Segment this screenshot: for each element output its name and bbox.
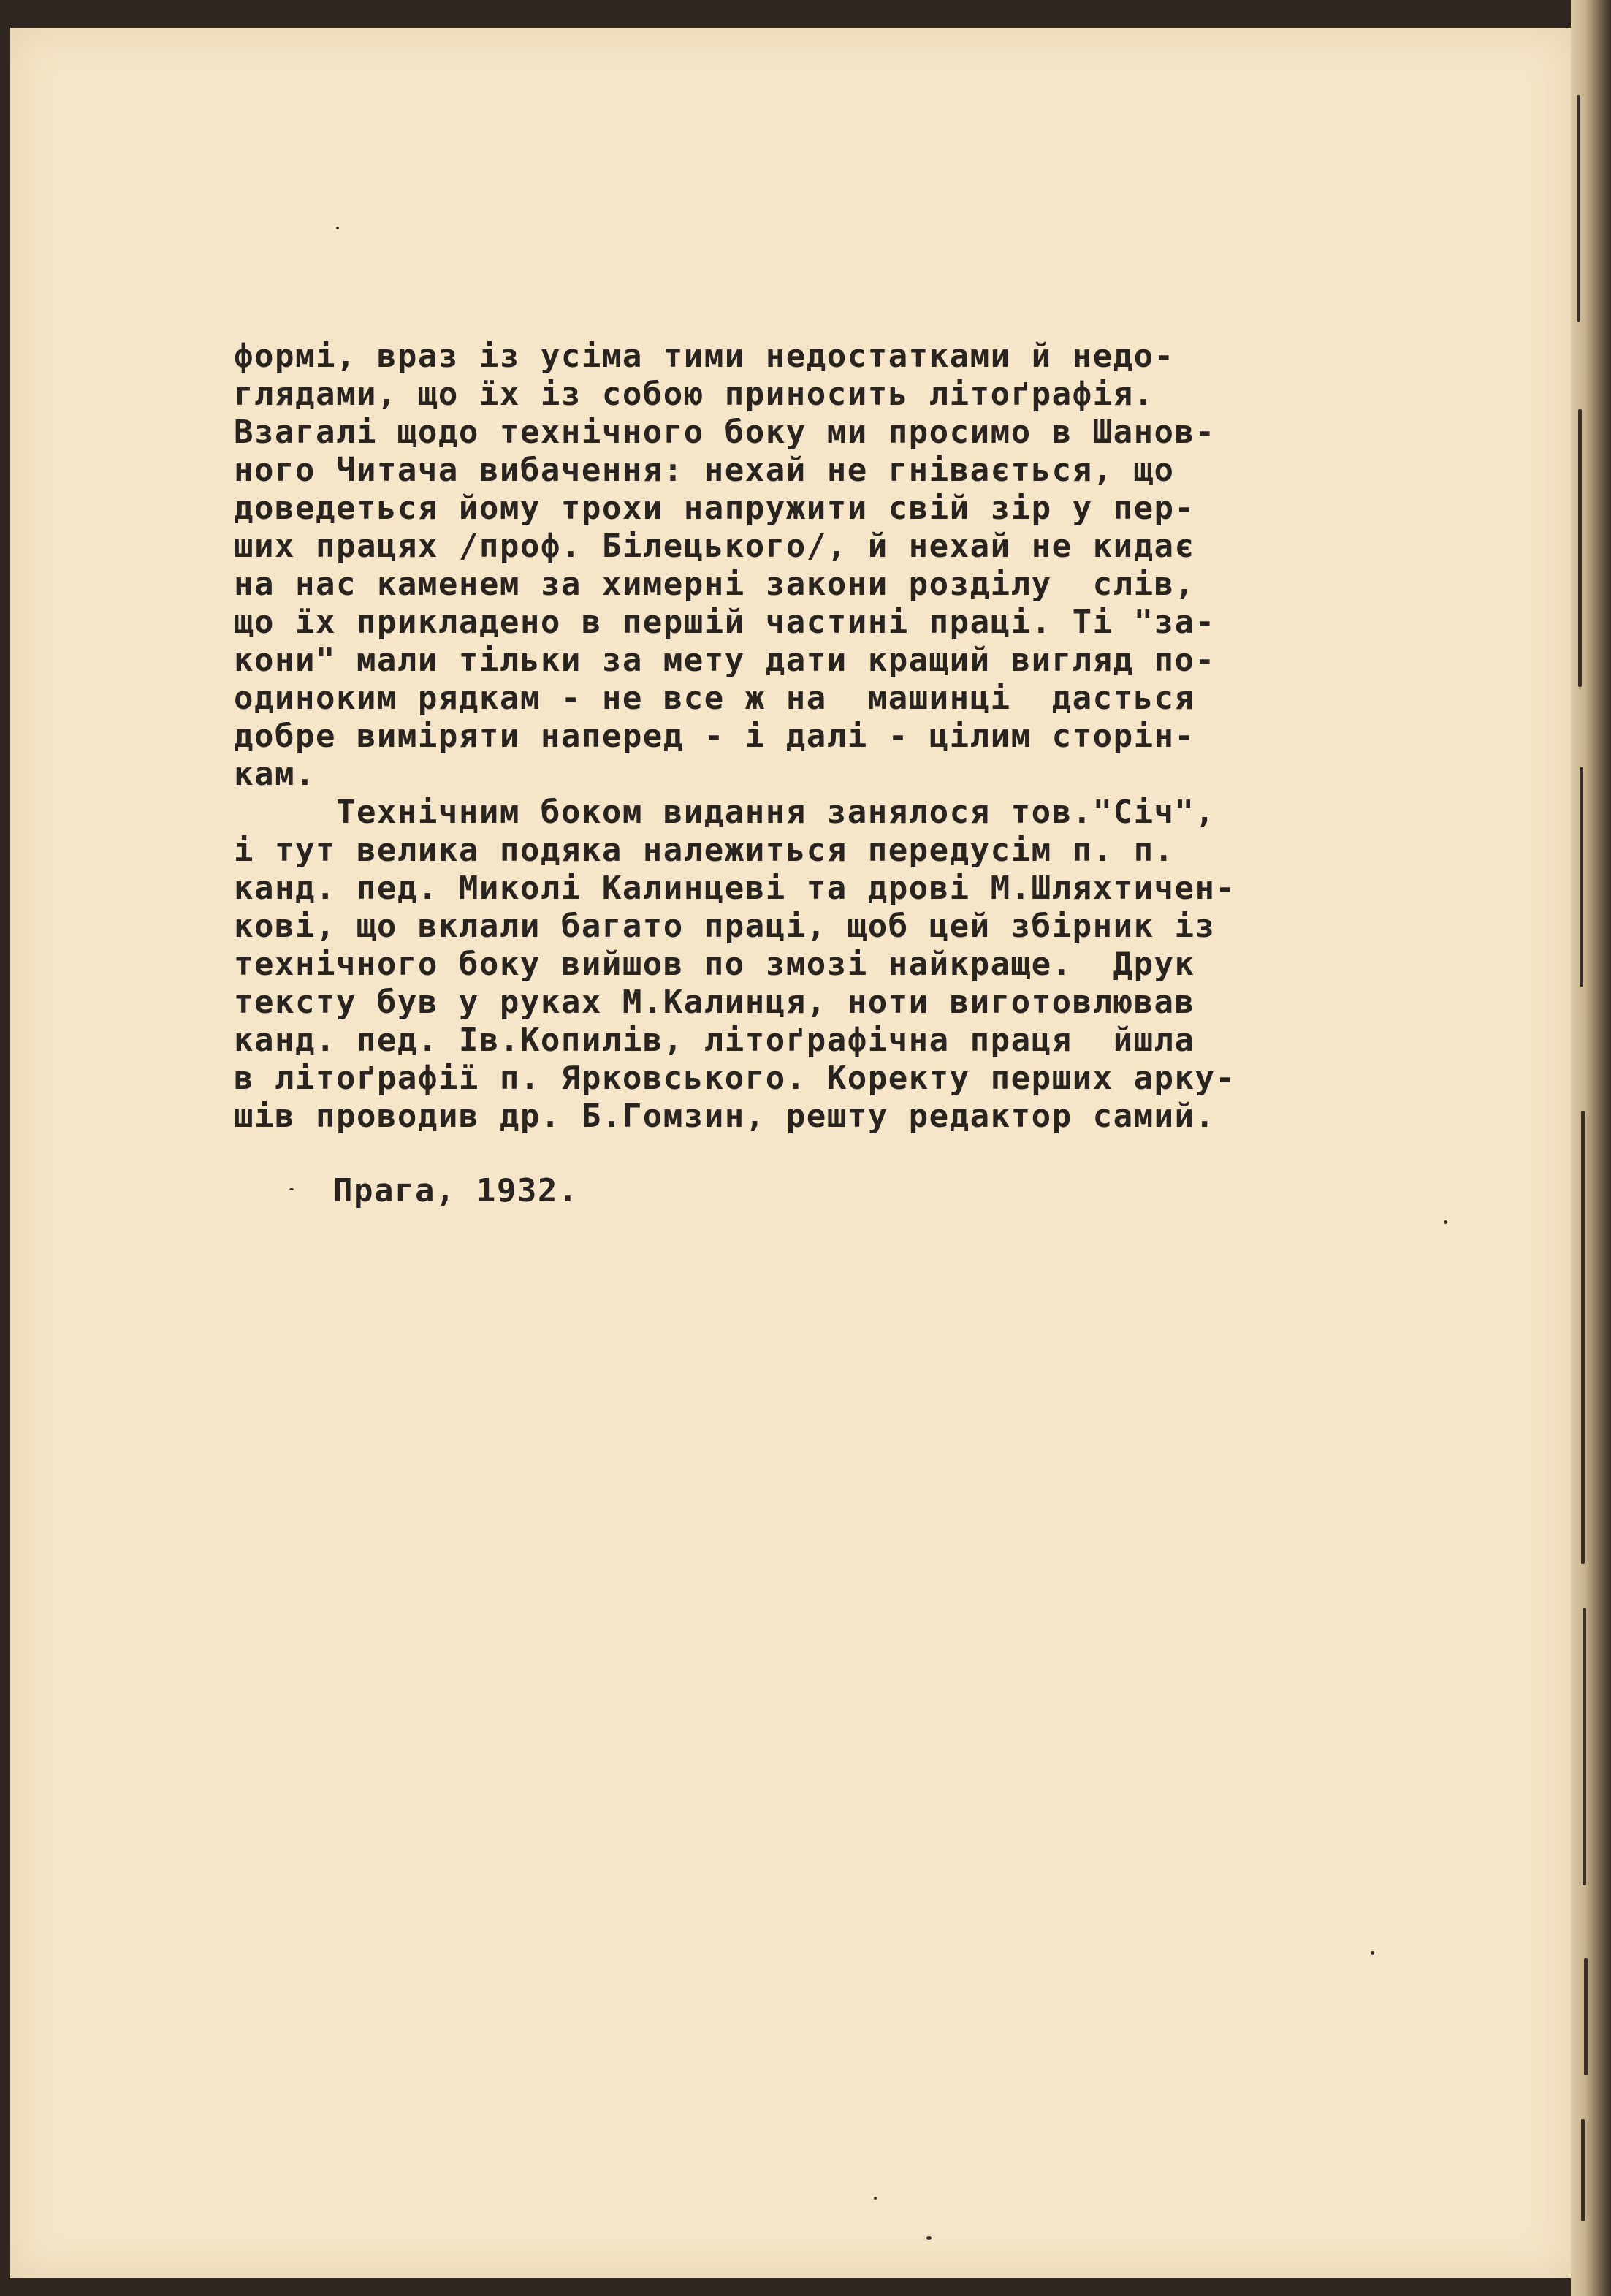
- text-line: добре виміряти наперед - і далі - цілим сторін-: [234, 718, 1195, 755]
- ink-speck: [336, 227, 339, 229]
- text-line: тексту був у руках М.Калинця, ноти виготовлював: [234, 984, 1195, 1021]
- spine-mark: [1584, 1958, 1588, 2075]
- text-line: і тут велика подяка належиться передусім п. п.: [234, 832, 1175, 869]
- text-line: одиноким рядкам - не все ж на машинці дасться: [234, 680, 1195, 717]
- text-line: технічного боку вийшов по змозі найкраще. Друк: [234, 946, 1195, 983]
- text-line: доведеться йому трохи напружити свій зір у пер-: [234, 490, 1195, 527]
- spine-mark: [1581, 1111, 1585, 1564]
- text-line: шів проводив др. Б.Гомзин, решту редактор самий.: [234, 1098, 1216, 1135]
- text-line: кам.: [234, 756, 316, 793]
- ink-speck: [874, 2197, 877, 2200]
- text-line: ших працях /проф. Білецького/, й нехай не кидає: [234, 528, 1195, 565]
- text-line: в літоґрафії п. Ярковського. Коректу перших арку-: [234, 1060, 1236, 1097]
- place-date: Прага, 1932.: [333, 1172, 579, 1209]
- text-line: що їх прикладено в першій частині праці. Ті "за-: [234, 604, 1216, 641]
- spine-mark: [1580, 767, 1583, 987]
- spine-mark: [1581, 2119, 1585, 2221]
- text-line: канд. пед. Ів.Копилів, літоґрафічна праця йшла: [234, 1022, 1195, 1059]
- text-line: на нас каменем за химерні закони розділу слів,: [234, 566, 1195, 603]
- text-line: Технічним боком видання занялося тов."Січ",: [234, 794, 1216, 831]
- ink-speck: [926, 2236, 932, 2240]
- text-line: кові, що вклали багато праці, щоб цей збірник із: [234, 908, 1216, 945]
- text-line: кони" мали тільки за мету дати кращий вигляд по-: [234, 642, 1216, 679]
- spine-mark: [1578, 409, 1582, 687]
- ink-speck: [1444, 1220, 1447, 1224]
- spine-mark: [1577, 95, 1580, 322]
- text-line: формі, враз із усіма тими недостатками й недо-: [234, 338, 1175, 375]
- typewritten-text-block: [234, 338, 1432, 1136]
- ink-speck: [1371, 1951, 1374, 1955]
- page-edge: [1571, 0, 1611, 2296]
- text-line: глядами, що їх із собою приносить літоґрафія.: [234, 376, 1154, 413]
- text-line: ного Читача вибачення: нехай не гнівається, що: [234, 452, 1175, 489]
- text-line: канд. пед. Миколі Калинцеві та дрові М.Шляхтичен-: [234, 870, 1236, 907]
- spine-mark: [1583, 1608, 1586, 1885]
- ink-speck: [289, 1188, 294, 1190]
- text-line: Взагалі щодо технічного боку ми просимо в Шанов-: [234, 414, 1216, 451]
